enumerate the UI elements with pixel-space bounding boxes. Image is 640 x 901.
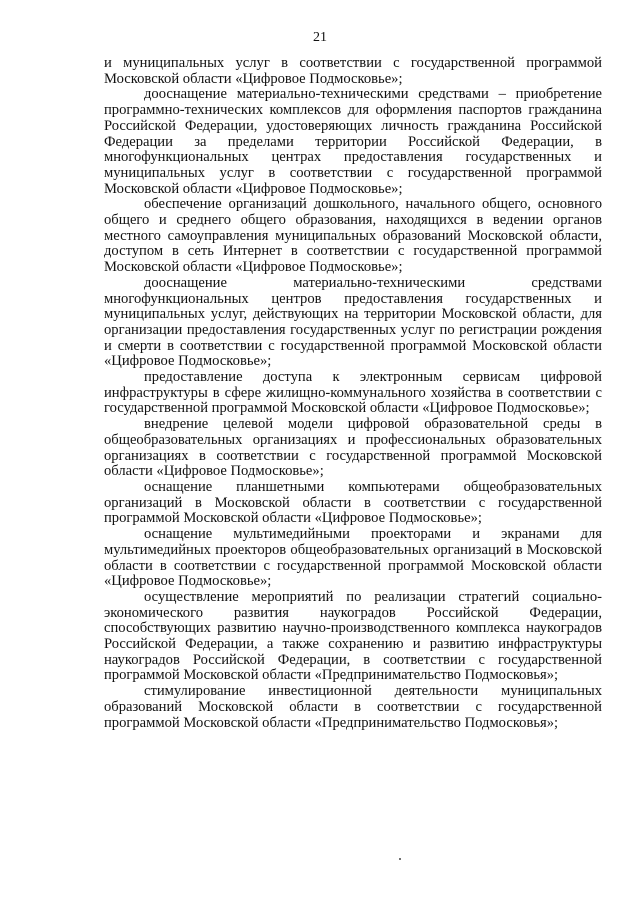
paragraph: стимулирование инвестиционной деятельности муниципальных образований Московской области в соответствии с государственной программой Московской области «Предпринимательство Подмосковья»; bbox=[104, 683, 602, 731]
paragraph: дооснащение материально-техническими средствами – приобретение программно-технических комплексов для оформления паспортов гражданина Российской Федерации, удостоверяющих личность гражданина Российской Федерации за пределами территории Российской Федерации, в многофункциональных центрах предоставления государственных и муниципальных услуг в соответствии с государственной программой Московской области «Цифровое Подмосковье»; bbox=[104, 86, 602, 197]
document-body bbox=[104, 56, 602, 731]
paragraph: осуществление мероприятий по реализации стратегий социально-экономического развития наукоградов Российской Федерации, способствующих развитию научно-производственного комплекса наукоградов Российской Федерации, а также сохранению и развитию инфраструктуры наукоградов Российской Федерации, в соответствии с государственной программой Московской области «Предпринимательство Подмосковья»; bbox=[104, 588, 602, 684]
page-number: 21 bbox=[313, 30, 327, 45]
paragraph: и муниципальных услуг в соответствии с государственной программой Московской области «Цифровое Подмосковье»; bbox=[104, 55, 602, 87]
paragraph: обеспечение организаций дошкольного, начального общего, основного общего и среднего общего образования, находящихся в ведении органов местного самоуправления муниципальных образований Московской области, доступом в сеть Интернет в соответствии с государственной программой Московской области «Цифровое Подмосковье»; bbox=[104, 196, 602, 276]
paragraph: оснащение мультимедийными проекторами и экранами для мультимедийных проекторов общеобразовательных организаций в Московской области в соответствии с государственной программой Московской области «Цифровое Подмосковье»; bbox=[104, 526, 602, 590]
paragraph: внедрение целевой модели цифровой образовательной среды в общеобразовательных организациях и профессиональных образовательных организациях в соответствии с государственной программой Московской области «Цифровое Подмосковье»; bbox=[104, 416, 602, 480]
paragraph: предоставление доступа к электронным сервисам цифровой инфраструктуры в сфере жилищно-коммунального хозяйства в соответствии с государственной программой Московской области «Цифровое Подмосковье»; bbox=[104, 369, 602, 417]
scan-speck bbox=[399, 858, 401, 860]
paragraph: оснащение планшетными компьютерами общеобразовательных организаций в Московской области в соответствии с государственной программой Московской области «Цифровое Подмосковье»; bbox=[104, 478, 602, 527]
paragraph: дооснащение материально-техническими средствами многофункциональных центров предоставления государственных и муниципальных услуг, действующих на территории Московской области, для организации предоставления государственных услуг по регистрации рождения и смерти в соответствии с государственной программой Московской области «Цифровое Подмосковье»; bbox=[104, 274, 602, 370]
